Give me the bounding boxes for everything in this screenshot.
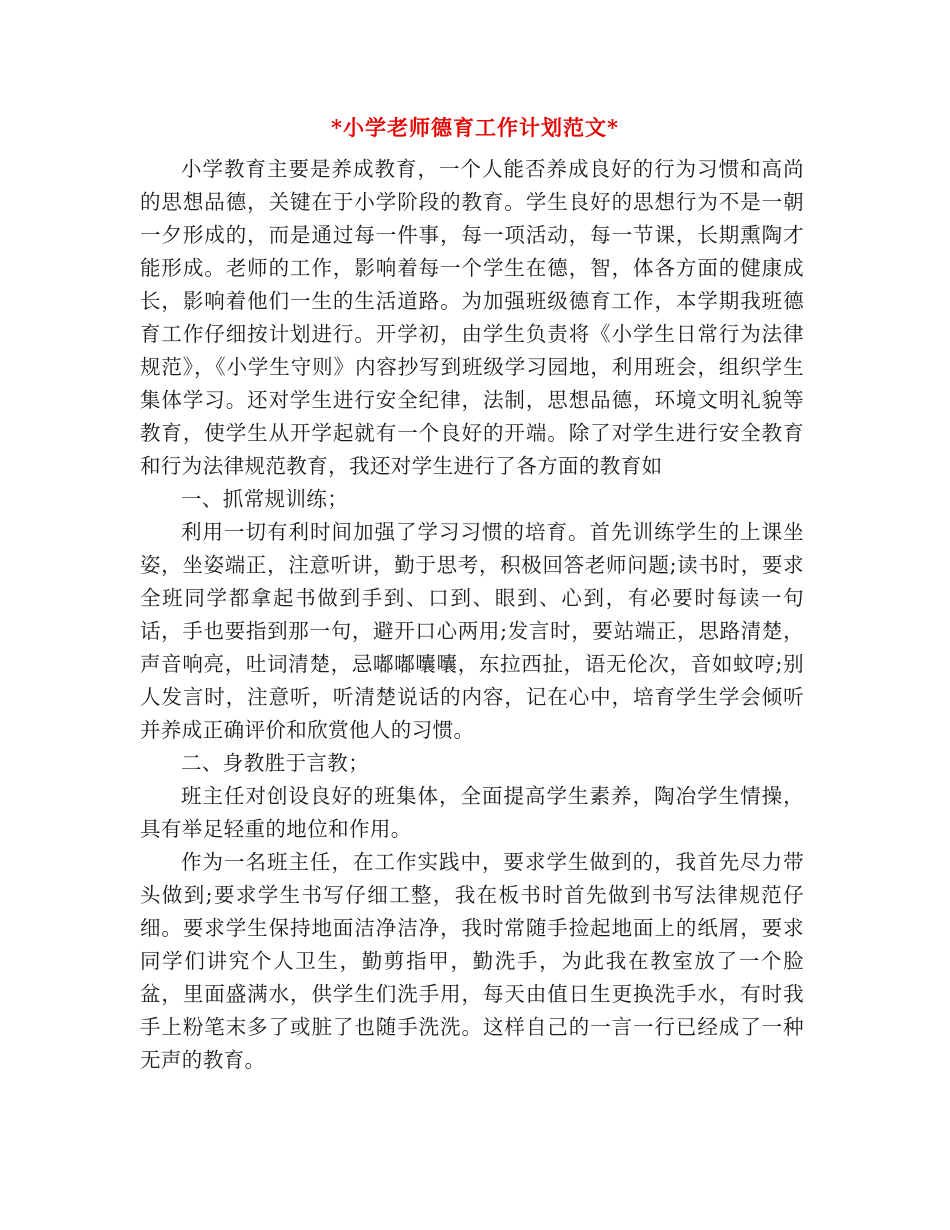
section-2-paragraph-1: 班主任对创设良好的班集体，全面提高学生素养，陶冶学生情操，具有举足轻重的地位和作用。: [140, 784, 804, 841]
section-1-paragraph: 利用一切有利时间加强了学习习惯的培育。首先训练学生的上课坐姿，坐姿端正，注意听讲，勤于思考，积极回答老师问题;读书时，要求全班同学都拿起书做到手到、口到、眼到、心到，有必要时每读一句话，手也要指到那一句，避开口心两用;发言时，要站端正，思路清楚，声音响亮，吐词清楚，忌嘟嘟囔囔，东拉西扯，语无伦次，音如蚊哼;别人发言时，注意听，听清楚说话的内容，记在心中，培育学生学会倾听并养成正确评价和欣赏他人的习惯。: [140, 520, 804, 742]
section-2-paragraph-2: 作为一名班主任，在工作实践中，要求学生做到的，我首先尽力带头做到;要求学生书写仔细工整，我在板书时首先做到书写法律规范仔细。要求学生保持地面洁净洁净，我时常随手捡起地面上的纸屑，要求同学们讲究个人卫生，勤剪指甲，勤洗手，为此我在教室放了一个脸盆，里面盛满水，供学生们洗手用，每天由值日生更换洗手水，有时我手上粉笔末多了或脏了也随手洗洗。这样自己的一言一行已经成了一种无声的教育。: [140, 850, 804, 1072]
document-title: *小学老师德育工作计划范文*: [331, 115, 619, 140]
section-heading-1: 一、抓常规训练；: [181, 487, 349, 511]
intro-paragraph: 小学教育主要是养成教育，一个人能否养成良好的行为习惯和高尚的思想品德，关键在于小学阶段的教育。学生良好的思想行为不是一朝一夕形成的，而是通过每一件事，每一项活动，每一节课，长期熏陶才能形成。老师的工作，影响着每一个学生在德，智，体各方面的健康成长，影响着他们一生的生活道路。为加强班级德育工作，本学期我班德育工作仔细按计划进行。开学初，由学生负责将《小学生日常行为法律规范》，《小学生守则》内容抄写到班级学习园地，利用班会，组织学生集体学习。还对学生进行安全纪律，法制，思想品德，环境文明礼貌等教育，使学生从开学起就有一个良好的开端。除了对学生进行安全教育和行为法律规范教育，我还对学生进行了各方面的教育如: [140, 157, 804, 478]
document-body: [140, 153, 804, 1077]
section-heading-2: 二、身教胜于言教；: [181, 751, 370, 775]
